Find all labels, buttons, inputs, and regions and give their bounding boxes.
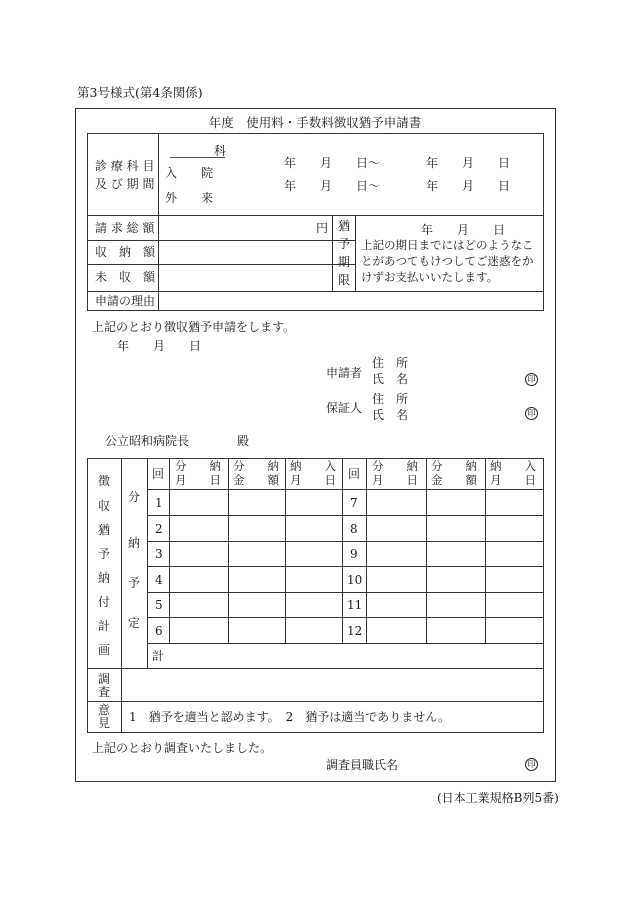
guarantor-label: 保証人 [326,401,363,415]
col-installment-amount-a-right: 分 納 [431,459,477,473]
row-number: 9 [350,547,358,561]
plan-title-2: 収 [97,499,110,513]
row-number: 5 [155,598,163,612]
deferral-note-1: 上記の期日までにはどのようなこ [361,238,534,252]
row-number: 1 [155,496,163,510]
applicant-seal: 印 [525,373,538,386]
addressee: 公立昭和病院長 [105,434,190,448]
col-installment-month-b-right: 月 日 [372,473,418,487]
plan-sub-1: 分 [127,490,140,504]
col-paid-b-left: 月 日 [290,473,336,487]
plan-sub-2: 納 [127,536,140,550]
guarantor-seal: 印 [525,407,538,420]
plan-title-5: 納 [97,571,110,585]
survey-statement: 上記のとおり調査いたしました。 [92,741,273,755]
survey-label-2: 査 [97,685,110,699]
plan-title-6: 付 [97,595,110,609]
plan-title-1: 徴 [97,474,110,488]
application-date: 年 月 日 [117,339,202,353]
opinion-label-2: 見 [97,716,110,730]
col-kai-left: 回 [152,467,165,481]
row-number: 4 [155,573,163,587]
col-kai-right: 回 [348,467,361,481]
col-installment-amount-b-right: 金 額 [431,473,477,487]
plan-total-label: 計 [152,649,165,663]
row-number: 12 [347,624,363,638]
col-paid-a-left: 納 入 [290,459,336,473]
deferral-note-3: けずお支払いいたします。 [361,270,499,284]
reason-label: 申請の理由 [95,294,156,308]
application-statement: 上記のとおり徴収猶予申請をします。 [92,320,296,334]
applicant-name-label: 氏 名 [372,372,409,386]
deferral-label-3: 期 [337,255,350,269]
surveyor-label: 調査員職氏名 [326,758,399,772]
outpatient-period-to: 年 月 日 [426,179,511,193]
plan-title-4: 予 [97,547,110,561]
paid-amount-label: 収 納 額 [95,245,156,259]
outpatient-label: 外 来 [165,191,214,205]
col-installment-amount-b-left: 金 額 [233,473,279,487]
deferral-date: 年 月 日 [421,223,506,237]
inpatient-label: 入 院 [165,166,214,180]
col-installment-month-b-left: 月 日 [175,473,221,487]
honorific: 殿 [237,434,250,448]
row-number: 2 [155,522,163,536]
plan-sub-4: 定 [127,616,140,630]
plan-title-3: 猶 [97,523,110,537]
row-number: 11 [347,598,363,612]
form-title: 年度 使用料・手数料徴収猶予申請書 [208,115,422,130]
outpatient-period-from: 年 月 日～ [284,179,381,193]
deferral-label-4: 限 [337,273,350,287]
col-paid-a-right: 納 入 [490,459,536,473]
surveyor-seal: 印 [525,758,538,771]
opinion-label-1: 意 [97,703,110,717]
col-installment-month-a-left: 分 納 [175,459,221,473]
row-number: 7 [350,496,358,510]
applicant-address-label: 住 所 [372,356,409,370]
treatment-label-2: 及 び 期 間 [95,177,155,191]
unpaid-amount-label: 未 収 額 [95,270,156,284]
guarantor-name-label: 氏 名 [372,408,409,422]
form-number: 第3号様式(第4条関係) [77,85,203,100]
col-installment-amount-a-left: 分 納 [233,459,279,473]
deferral-label-1: 猶 [337,219,350,233]
opinion-text: 1 猶予を適当と認めます。 2 猶予は適当でありません。 [129,710,451,724]
treatment-label-1: 診 療 科 目 [95,159,155,173]
paper-size-note: (日本工業規格B列5番) [437,791,559,805]
total-amount-label: 請 求 総 額 [95,221,155,235]
deferral-label-2: 予 [337,237,350,251]
plan-title-8: 画 [97,643,110,657]
row-number: 8 [350,522,358,536]
yen-unit: 円 [316,221,329,235]
deferral-note-2: とがあつてもけつしてご迷惑をか [361,254,534,268]
plan-title-7: 計 [97,619,110,633]
applicant-label: 申請者 [326,366,363,380]
guarantor-address-label: 住 所 [372,392,409,406]
col-paid-b-right: 月 日 [490,473,536,487]
inpatient-period-from: 年 月 日～ [284,156,381,170]
plan-sub-3: 予 [127,576,140,590]
dept-suffix: 科 [214,144,227,158]
inpatient-period-to: 年 月 日 [426,156,511,170]
row-number: 6 [155,624,163,638]
row-number: 3 [155,547,163,561]
col-installment-month-a-right: 分 納 [372,459,418,473]
row-number: 10 [347,573,363,587]
survey-label-1: 調 [97,672,110,686]
